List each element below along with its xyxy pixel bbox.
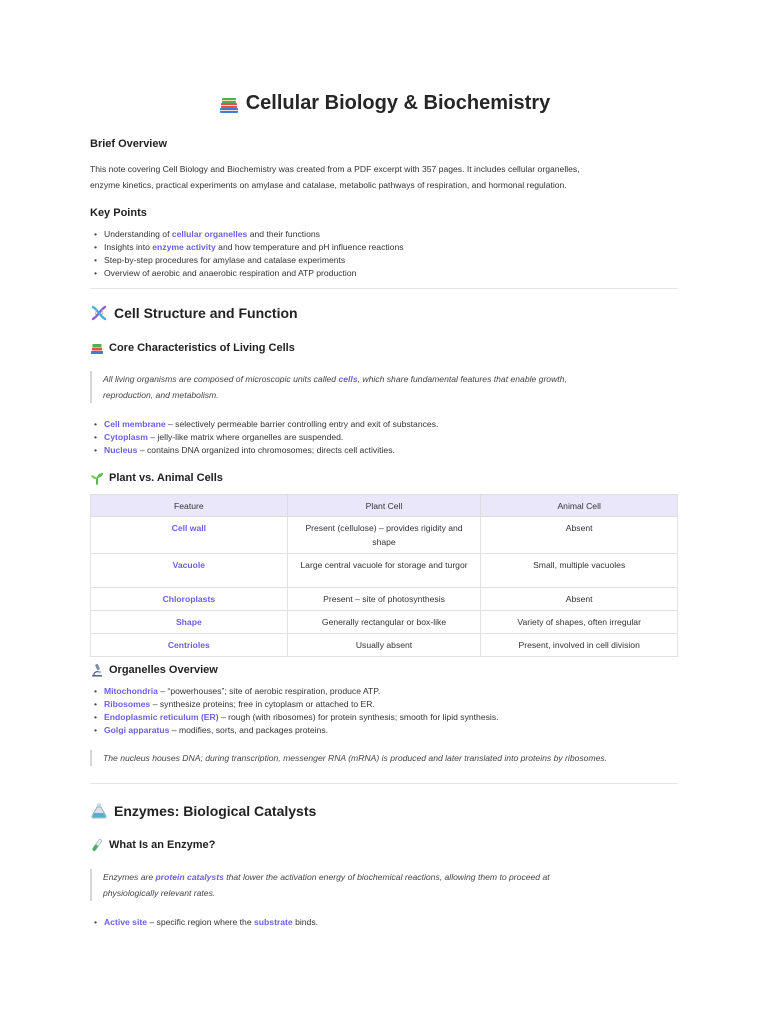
enzyme-terms-list — [90, 916, 318, 929]
key-point-text: and how temperature and pH influence reactions — [215, 242, 404, 252]
feature-cell: Cell wall — [91, 517, 288, 554]
term-description: – specific region where the — [147, 917, 255, 927]
nucleus-quote — [90, 750, 678, 766]
overview-paragraph — [90, 161, 670, 193]
feature-cell: Shape — [91, 611, 288, 634]
organelles-heading-text: Organelles Overview — [109, 664, 218, 676]
term-description: – selectively permeable barrier controlling entry and exit of substances. — [165, 419, 439, 429]
key-point-text: Step-by-step procedures for amylase and catalase experiments — [104, 255, 346, 265]
animal-cell: Absent — [481, 517, 678, 554]
page-title — [218, 92, 551, 115]
term-description: – modifies, sorts, and packages proteins. — [169, 725, 329, 735]
key-points-heading — [90, 207, 147, 219]
key-point-text: Overview of aerobic and anaerobic respiration and ATP production — [104, 268, 357, 278]
term-highlight: Cytoplasm — [104, 432, 148, 442]
organelles-list — [90, 685, 499, 737]
term-highlight: Ribosomes — [104, 699, 151, 709]
term-highlight: Mitochondria — [104, 686, 158, 696]
plant-animal-heading — [90, 471, 223, 485]
list-item — [90, 418, 438, 431]
section-divider — [90, 288, 678, 289]
list-item — [90, 724, 499, 737]
title-text: Cellular Biology & Biochemistry — [245, 92, 551, 114]
test-tube-icon — [90, 838, 104, 852]
enzymes-heading — [90, 802, 316, 820]
core-characteristics-heading — [90, 341, 295, 355]
table-header-row — [91, 495, 678, 517]
table-row — [91, 588, 678, 611]
key-points-heading-text: Key Points — [90, 207, 147, 219]
term-highlight: Cell membrane — [104, 419, 166, 429]
overview-heading-text: Brief Overview — [90, 138, 168, 150]
section-divider — [90, 783, 678, 784]
animal-cell: Absent — [481, 588, 678, 611]
plant-animal-table — [90, 494, 678, 657]
enzyme-quote — [90, 869, 678, 901]
term-description: – jelly-like matrix where organelles are suspended. — [147, 432, 344, 442]
list-item — [90, 267, 404, 280]
feature-cell: Chloroplasts — [91, 588, 288, 611]
list-item — [90, 711, 499, 724]
key-point-text: and their functions — [247, 229, 320, 239]
quote-text: The nucleus houses DNA; during transcription, messenger RNA (mRNA) is produced and later translated into proteins by ribosomes. — [103, 753, 608, 763]
list-item — [90, 254, 404, 267]
term-highlight: Golgi apparatus — [104, 725, 170, 735]
overview-line-1: This note covering Cell Biology and Biochemistry was created from a PDF excerpt with 357 pages. It includes cellular organelles, — [90, 164, 580, 174]
flask-icon — [90, 802, 108, 820]
overview-line-2: enzyme kinetics, practical experiments on amylase and catalase, metabolic pathways of respiration, and hormonal regulation. — [90, 180, 567, 190]
list-item — [90, 431, 438, 444]
cell-section-heading — [90, 304, 298, 322]
microscope-icon — [90, 663, 104, 677]
what-enzyme-heading — [90, 838, 215, 852]
term-highlight: substrate — [254, 917, 293, 927]
feature-cell: Vacuole — [91, 554, 288, 588]
term-description: – “powerhouses”; site of aerobic respiration, produce ATP. — [157, 686, 381, 696]
animal-cell: Small, multiple vacuoles — [481, 554, 678, 588]
list-item — [90, 444, 438, 457]
list-item — [90, 241, 404, 254]
term-description: – contains DNA organized into chromosomes; directs cell activities. — [137, 445, 395, 455]
column-header: Animal Cell — [481, 495, 678, 517]
quote-highlight: protein catalysts — [155, 872, 224, 882]
term-highlight: Nucleus — [104, 445, 138, 455]
quote-line-2: reproduction, and metabolism. — [103, 390, 219, 400]
list-item — [90, 685, 499, 698]
books-icon — [90, 341, 104, 355]
table-row — [91, 634, 678, 657]
plant-cell: Usually absent — [287, 634, 481, 657]
cells-quote — [90, 371, 678, 403]
plant-cell: Large central vacuole for storage and turgor — [287, 554, 481, 588]
quote-text: Enzymes are — [103, 872, 156, 882]
plant-cell: Present – site of photosynthesis — [287, 588, 481, 611]
list-item — [90, 916, 318, 929]
overview-heading — [90, 138, 167, 150]
table-row — [91, 517, 678, 554]
core-characteristics-heading-text: Core Characteristics of Living Cells — [109, 342, 295, 354]
cell-components-list — [90, 418, 438, 457]
key-point-highlight: cellular organelles — [171, 229, 248, 239]
books-icon — [218, 94, 240, 114]
table-row — [91, 611, 678, 634]
term-description: – rough (with ribosomes) for protein synthesis; smooth for lipid synthesis. — [218, 712, 499, 722]
cell-section-heading-text: Cell Structure and Function — [114, 305, 298, 321]
key-point-text: Understanding of — [104, 229, 172, 239]
dna-icon — [90, 304, 108, 322]
quote-text: , which share fundamental features that enable growth, — [357, 374, 567, 384]
plant-cell: Present (cellulose) – provides rigidity and shape — [287, 517, 481, 554]
table-row — [91, 554, 678, 588]
column-header: Feature — [91, 495, 288, 517]
key-point-highlight: enzyme activity — [152, 242, 216, 252]
list-item — [90, 228, 404, 241]
quote-highlight: cells — [338, 374, 358, 384]
plant-cell: Generally rectangular or box-like — [287, 611, 481, 634]
enzymes-heading-text: Enzymes: Biological Catalysts — [114, 803, 317, 819]
title-row — [90, 92, 678, 119]
feature-cell: Centrioles — [91, 634, 288, 657]
animal-cell: Present, involved in cell division — [481, 634, 678, 657]
quote-text: that lower the activation energy of biochemical reactions, allowing them to proceed at — [223, 872, 550, 882]
quote-line-2: physiologically relevant rates. — [103, 888, 216, 898]
column-header: Plant Cell — [287, 495, 481, 517]
term-highlight: Endoplasmic reticulum (ER) — [104, 712, 219, 722]
key-points-list — [90, 228, 404, 280]
what-enzyme-heading-text: What Is an Enzyme? — [109, 839, 216, 851]
list-item — [90, 698, 499, 711]
term-highlight: Active site — [104, 917, 147, 927]
key-point-text: Insights into — [104, 242, 153, 252]
seedling-icon — [90, 471, 104, 485]
quote-text: All living organisms are composed of microscopic units called — [103, 374, 339, 384]
term-description: – synthesize proteins; free in cytoplasm or attached to ER. — [150, 699, 375, 709]
organelles-heading — [90, 663, 218, 677]
plant-animal-heading-text: Plant vs. Animal Cells — [109, 472, 223, 484]
animal-cell: Variety of shapes, often irregular — [481, 611, 678, 634]
term-description: binds. — [292, 917, 319, 927]
